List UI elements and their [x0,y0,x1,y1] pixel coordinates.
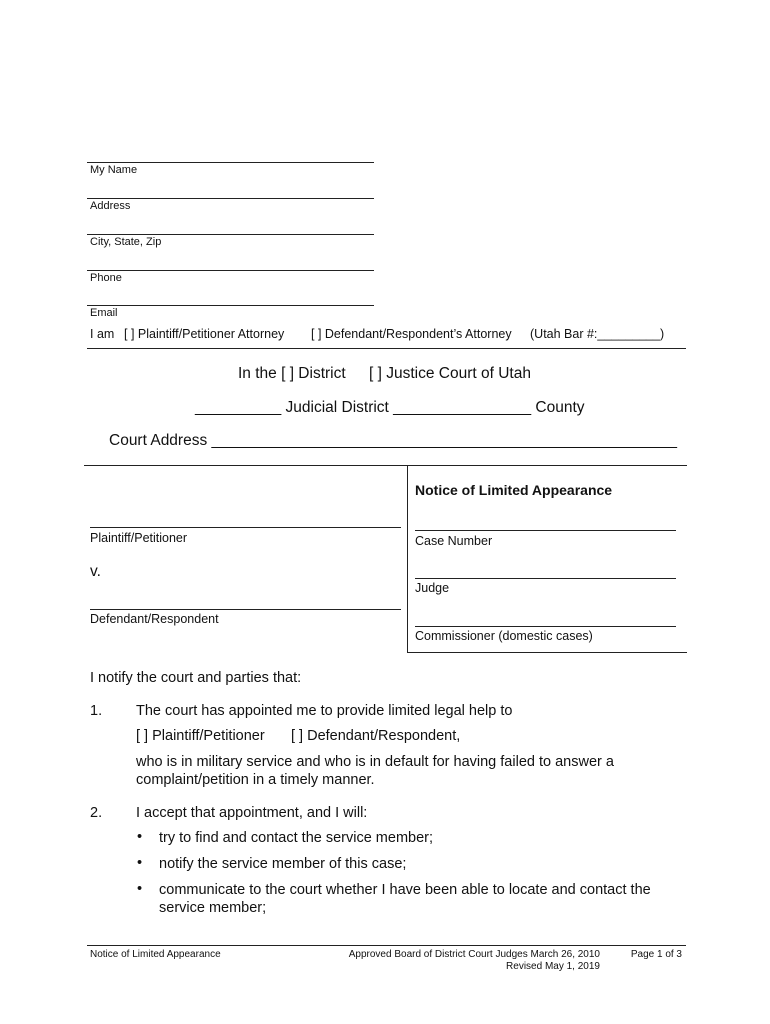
case-number-label: Case Number [415,534,493,548]
bullet-3-text: communicate to the court whether I have been able to locate and contact the [159,882,651,898]
judicial-district-county-line[interactable]: __________ Judicial District ________________ County [195,399,585,416]
bullet-icon: • [137,881,143,897]
plaintiff-line[interactable] [90,527,401,528]
versus-label: v. [90,563,101,580]
justice-court-checkbox[interactable]: [ ] Justice Court of Utah [369,365,531,382]
item-1-continuation-1: who is in military service and who is in default for having failed to answer a [136,754,614,770]
phone-label: Phone [90,272,122,284]
email-label: Email [90,307,118,319]
defendant-line[interactable] [90,609,401,610]
commissioner-label: Commissioner (domestic cases) [415,629,593,643]
defendant-label: Defendant/Respondent [90,612,219,626]
footer-approved-date: Approved Board of District Court Judges March 26, 2010 [348,949,600,960]
name-line[interactable] [87,162,374,163]
item-2-text: I accept that appointment, and I will: [136,805,368,821]
name-label: My Name [90,164,138,176]
intro-text: I notify the court and parties that: [90,670,302,686]
caption-bottom-border [407,652,687,653]
plaintiff-label: Plaintiff/Petitioner [90,531,188,545]
bullet-1-text: try to find and contact the service member; [159,830,434,846]
item-1-text: The court has appointed me to provide limited legal help to [136,703,513,719]
commissioner-line[interactable] [415,626,676,627]
phone-line[interactable] [87,270,374,271]
document-title: Notice of Limited Appearance [415,482,613,498]
bullet-2-text: notify the service member of this case; [159,856,407,872]
item-2-number: 2. [90,805,103,821]
item-1-continuation-2: complaint/petition in a timely manner. [136,772,375,788]
city-state-zip-label: City, State, Zip [90,236,162,248]
address-line[interactable] [87,198,374,199]
caption-divider [407,465,408,652]
case-number-line[interactable] [415,530,676,531]
utah-bar-number-field[interactable]: (Utah Bar #:_________) [530,327,665,341]
item-1-defendant-checkbox[interactable]: [ ] Defendant/Respondent, [291,728,461,744]
caption-top-border [84,465,687,466]
judge-label: Judge [415,581,450,595]
judge-line[interactable] [415,578,676,579]
bullet-icon: • [137,855,143,871]
footer-form-title: Notice of Limited Appearance [90,949,221,960]
bullet-3-continuation: service member; [159,900,267,916]
address-label: Address [90,200,131,212]
role-plaintiff-attorney-checkbox[interactable]: [ ] Plaintiff/Petitioner Attorney [124,327,285,341]
email-line[interactable] [87,305,374,306]
role-defendant-attorney-checkbox[interactable]: [ ] Defendant/Respondent’s Attorney [311,327,512,341]
footer-rule [87,945,686,946]
district-court-checkbox[interactable]: In the [ ] District [238,365,346,382]
item-1-plaintiff-checkbox[interactable]: [ ] Plaintiff/Petitioner [136,728,265,744]
court-address-line[interactable]: Court Address ______________________________________________________ [109,432,678,449]
item-1-number: 1. [90,703,103,719]
bullet-icon: • [137,829,143,845]
city-state-zip-line[interactable] [87,234,374,235]
role-lead: I am [90,327,115,341]
section-divider [87,348,686,349]
footer-page-number: Page 1 of 3 [630,949,682,960]
footer-revised-date: Revised May 1, 2019 [506,961,600,972]
